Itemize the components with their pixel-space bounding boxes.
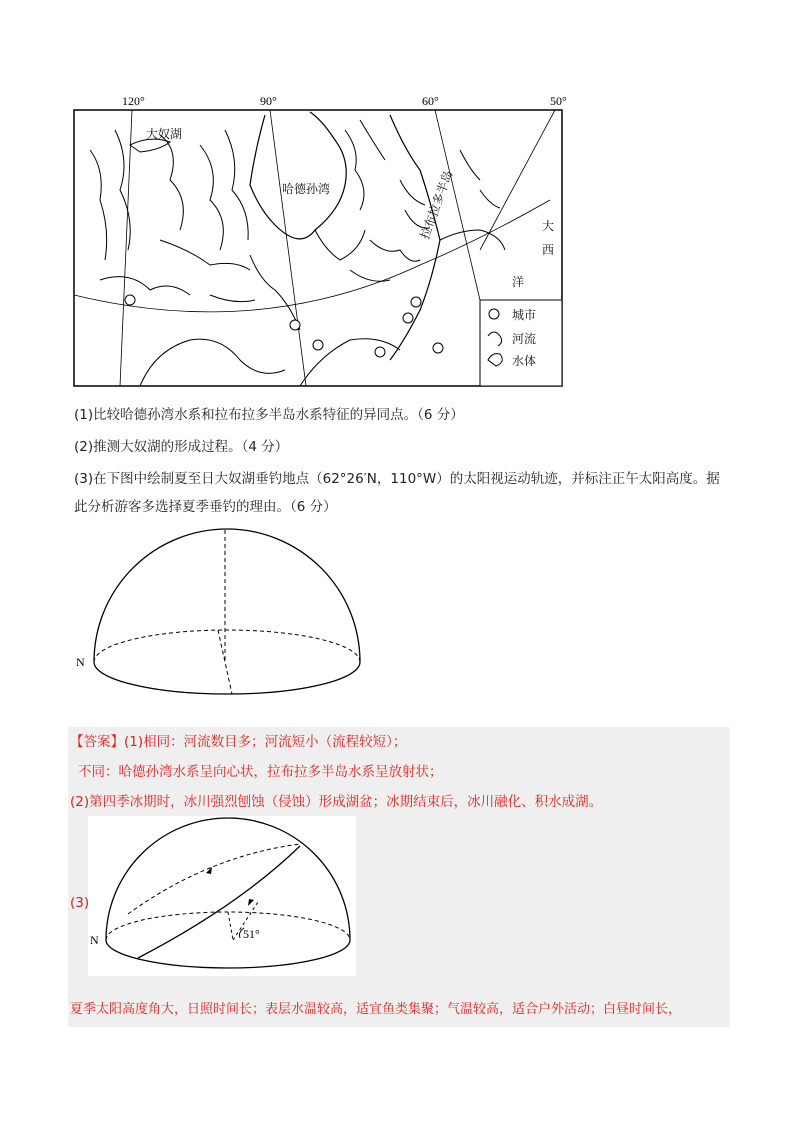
meridian-120 — [120, 110, 132, 386]
meridian-90 — [270, 110, 306, 386]
label-hudson-bay: 哈德孙湾 — [282, 182, 331, 196]
hudson-bay-coast — [250, 112, 346, 239]
legend-river-label: 河流 — [512, 332, 537, 346]
meridian-dashed — [228, 912, 233, 940]
n-label: N — [76, 655, 85, 669]
answer-1-same: 【答案】(1)相同：河流数目多；河流短小（流程较短）； — [70, 734, 407, 750]
answer-horizon-front — [106, 940, 350, 968]
legend-water-label: 水体 — [512, 354, 537, 368]
longitude-60: 60° — [422, 94, 439, 108]
map-figure — [60, 90, 580, 390]
question-1: (1)比较哈德孙湾水系和拉布拉多半岛水系特征的异同点。（6 分） — [74, 407, 464, 423]
answer-1-diff: 不同：哈德孙湾水系呈向心状，拉布拉多半岛水系呈放射状； — [78, 764, 443, 780]
answer-dome-outline — [106, 818, 350, 940]
legend-city-label: 城市 — [512, 308, 537, 322]
question-3-line-2: 此分析游客多选择夏季垂钓的理由。（6 分） — [74, 499, 337, 515]
legend-city-symbol — [489, 309, 499, 319]
question-3-line-1: (3)在下图中绘制夏至日大奴湖垂钓地点（62°26′N，110°W）的太阳视运动轨迹，并标注正午太阳高度。据 — [74, 471, 720, 487]
dome-outline — [94, 529, 360, 662]
sun-arrow-2 — [248, 899, 254, 906]
labrador-coast — [390, 115, 440, 360]
great-slave-lake-shape — [130, 139, 170, 152]
sun-path-front — [138, 846, 300, 958]
answer-3-text: 夏季太阳高度角大，日照时间长；表层水温较高，适宜鱼类集聚；气温较高，适合户外活动；白昼时间长， — [70, 1002, 682, 1017]
rivers — [90, 120, 500, 330]
longitude-50: 50° — [550, 94, 567, 108]
james-bay-coast — [315, 230, 365, 260]
label-atlantic-3: 洋 — [512, 275, 525, 289]
label-great-slave-lake: 大奴湖 — [146, 127, 183, 141]
longitude-120: 120° — [122, 94, 145, 108]
question-2: (2)推测大奴湖的形成过程。（4 分） — [74, 439, 289, 455]
answer-horizon-back — [106, 912, 350, 940]
answer-2: (2)第四季冰期时，冰川强烈刨蚀（侵蚀）形成湖盆；冰期结束后，冰川融化、积水成湖。 — [70, 794, 603, 810]
hemisphere-diagram-question — [70, 520, 370, 710]
sun-path-back — [128, 844, 300, 914]
answer-3-label: (3) — [70, 895, 90, 911]
label-atlantic-2: 西 — [542, 243, 555, 257]
answer-diagram-panel — [88, 816, 356, 976]
horizon-back — [94, 630, 360, 662]
angle-label: 51° — [243, 927, 260, 941]
longitude-90: 90° — [260, 94, 277, 108]
label-atlantic-1: 大 — [542, 219, 555, 233]
newfoundland-coast — [440, 230, 505, 250]
answer-n-label: N — [90, 933, 99, 947]
answer-tag: 【答案】 — [70, 734, 124, 750]
map-canvas — [60, 90, 580, 390]
horizon-front — [94, 662, 360, 694]
southern-coast-1 — [140, 339, 285, 386]
label-labrador: 拉布拉多半岛 — [417, 168, 456, 242]
